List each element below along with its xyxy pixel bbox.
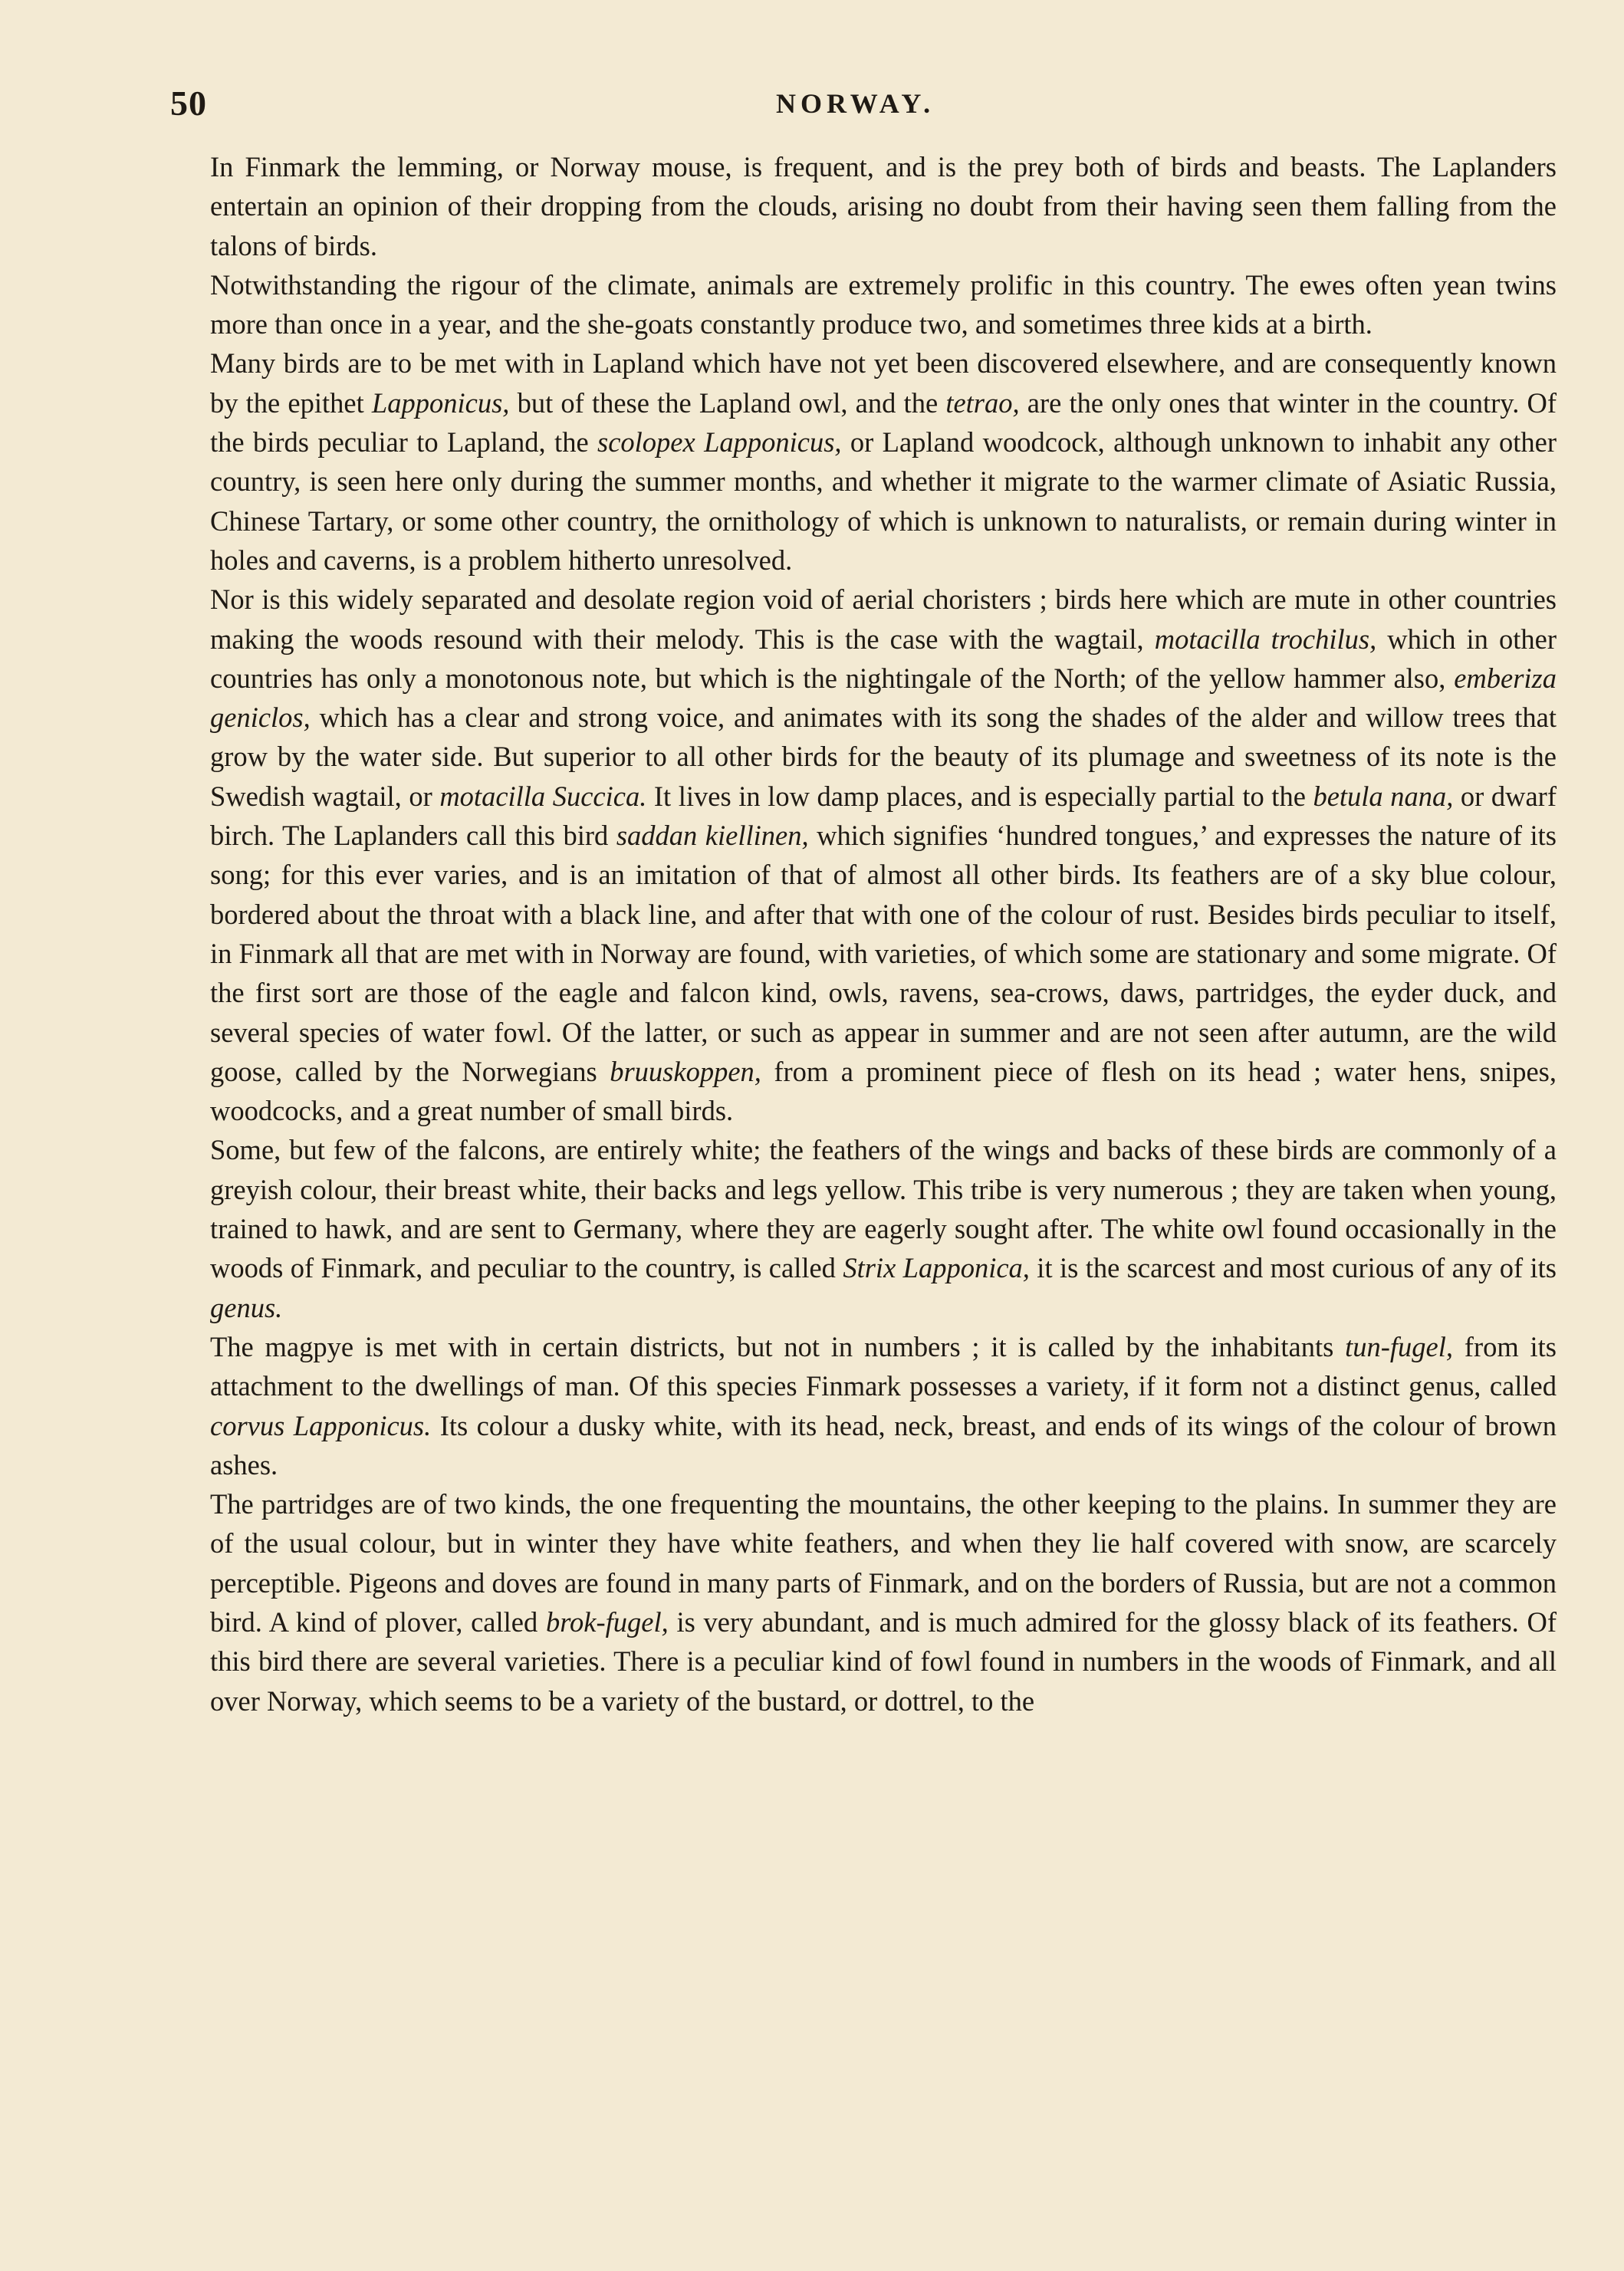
text-run: which in other countries has only a monotonous note, but which is the nightingale of the North; of the yellow hammer also,	[210, 623, 1557, 694]
page-number: 50	[170, 84, 207, 123]
page-header	[170, 83, 1558, 129]
text-run: are the only ones that winter in the country. Of the birds peculiar to Lapland, the	[210, 386, 1557, 458]
paragraph	[210, 343, 1557, 580]
text-run: which signifies ‘hundred tongues,’ and expresses the nature of its song; for this ever varies, and is an imitation of that of almost all other birds. Its feathers are of a sky blue colour, bordered about the throat with a black line, and after that with one of the colour of rust. Besides birds peculiar to itself, in Finmark all that are met with in Norway are found, with varieties, of which some are stationary and some migrate. Of the first sort are those of the eagle and falcon kind, owls, ravens, sea-crows, daws, partridges, the eyder duck, and several species of water fowl. Of the latter, or such as appear in summer and are not seen after autumn, are the wild goose, called by the Norwegians	[210, 820, 1557, 1087]
text-run: it is the scarcest and most curious of any of its	[1029, 1252, 1557, 1284]
paragraph	[210, 147, 1557, 265]
italic-term: brok-fugel,	[545, 1605, 669, 1638]
italic-term: Strix Lapponica,	[843, 1252, 1030, 1284]
text-run: or Lapland woodcock, although unknown to inhabit any other country, is seen here only during the summer months, and whether it migrate to the warmer climate of Asiatic Russia, Chinese Tartary, or some other country, the ornithology of which is unknown to naturalists, or remain during winter in holes and caverns, is a problem hitherto unresolved.	[210, 426, 1557, 576]
italic-term: tetrao,	[945, 386, 1020, 419]
paragraph	[210, 1327, 1557, 1484]
italic-term: bruuskoppen,	[610, 1055, 761, 1087]
text-run: It lives in low damp places, and is especially partial to the	[646, 780, 1313, 812]
paragraph	[210, 1130, 1557, 1326]
paragraph	[210, 265, 1557, 344]
text-run: but of these the Lapland owl, and the	[509, 386, 946, 419]
italic-term: saddan kiellinen,	[616, 820, 809, 852]
italic-term: emberiza geniclos,	[210, 662, 1557, 734]
running-head: NORWAY.	[776, 88, 935, 119]
italic-term: genus.	[210, 1291, 283, 1323]
paragraph	[210, 580, 1557, 1130]
text-run: or dwarf birch. The Laplanders call this bird	[210, 780, 1557, 852]
italic-term: Lapponicus,	[371, 386, 510, 419]
text-run: Some, but few of the falcons, are entirely white; the feathers of the wings and backs of these birds are commonly of a greyish colour, their breast white, their backs and legs yellow. This tribe is very numerous ; they are taken when young, trained to hawk, and are sent to Germany, where they are eagerly sought after. The white owl found occasionally in the woods of Finmark, and peculiar to the country, is called	[210, 1134, 1557, 1284]
italic-term: scolopex Lapponicus,	[597, 426, 842, 458]
italic-term: betula nana,	[1313, 780, 1454, 812]
text-run: Its colour a dusky white, with its head, neck, breast, and ends of its wings of the colour of brown ashes.	[210, 1409, 1557, 1481]
text-run: Nor is this widely separated and desolate region void of aerial choristers ; birds here which are mute in other countries making the woods resound with their melody. This is the case with the wagtail,	[210, 583, 1557, 655]
text-run: Many birds are to be met with in Lapland which have not yet been discovered elsewhere, and are consequently known by the epithet	[210, 347, 1557, 419]
text-run: The partridges are of two kinds, the one frequenting the mountains, the other keeping to the plains. In summer they are of the usual colour, but in winter they have white feathers, and when they lie half covered with snow, are scarcely perceptible. Pigeons and doves are found in many parts of Finmark, and on the borders of Russia, but are not a common bird. A kind of plover, called	[210, 1488, 1557, 1638]
text-run: which has a clear and strong voice, and animates with its song the shades of the alder and willow trees that grow by the water side. But superior to all other birds for the beauty of its plumage and sweetness of its note is the Swedish wagtail, or	[210, 702, 1557, 812]
text-run: In Finmark the lemming, or Norway mouse, is frequent, and is the prey both of birds and beasts. The Laplanders entertain an opinion of their dropping from the clouds, arising no doubt from their having seen them falling from the talons of birds.	[210, 151, 1557, 261]
italic-term: tun-fugel,	[1345, 1330, 1453, 1362]
text-run: is very abundant, and is much admired for the glossy black of its feathers. Of this bird there are several varieties. There is a peculiar kind of fowl found in numbers in the woods of Finmark, and all over Norway, which seems to be a variety of the bustard, or dottrel, to the	[210, 1605, 1557, 1717]
body-text	[210, 147, 1557, 1721]
paragraph	[210, 1484, 1557, 1721]
text-run: Notwithstanding the rigour of the climate, animals are extremely prolific in this country. The ewes often yean twins more than once in a year, and the she-goats constantly produce two, and sometimes three kids at a birth.	[210, 268, 1557, 340]
text-run: from its attachment to the dwellings of man. Of this species Finmark possesses a variety, if it form not a distinct genus, called	[210, 1330, 1557, 1402]
text-run: The magpye is met with in certain districts, but not in numbers ; it is called by the inhabitants	[210, 1330, 1346, 1362]
italic-term: motacilla Succica.	[439, 780, 647, 812]
text-run: from a prominent piece of flesh on its head ; water hens, snipes, woodcocks, and a great number of small birds.	[210, 1055, 1557, 1127]
italic-term: motacilla trochilus,	[1154, 623, 1377, 655]
italic-term: corvus Lapponicus.	[210, 1409, 432, 1441]
